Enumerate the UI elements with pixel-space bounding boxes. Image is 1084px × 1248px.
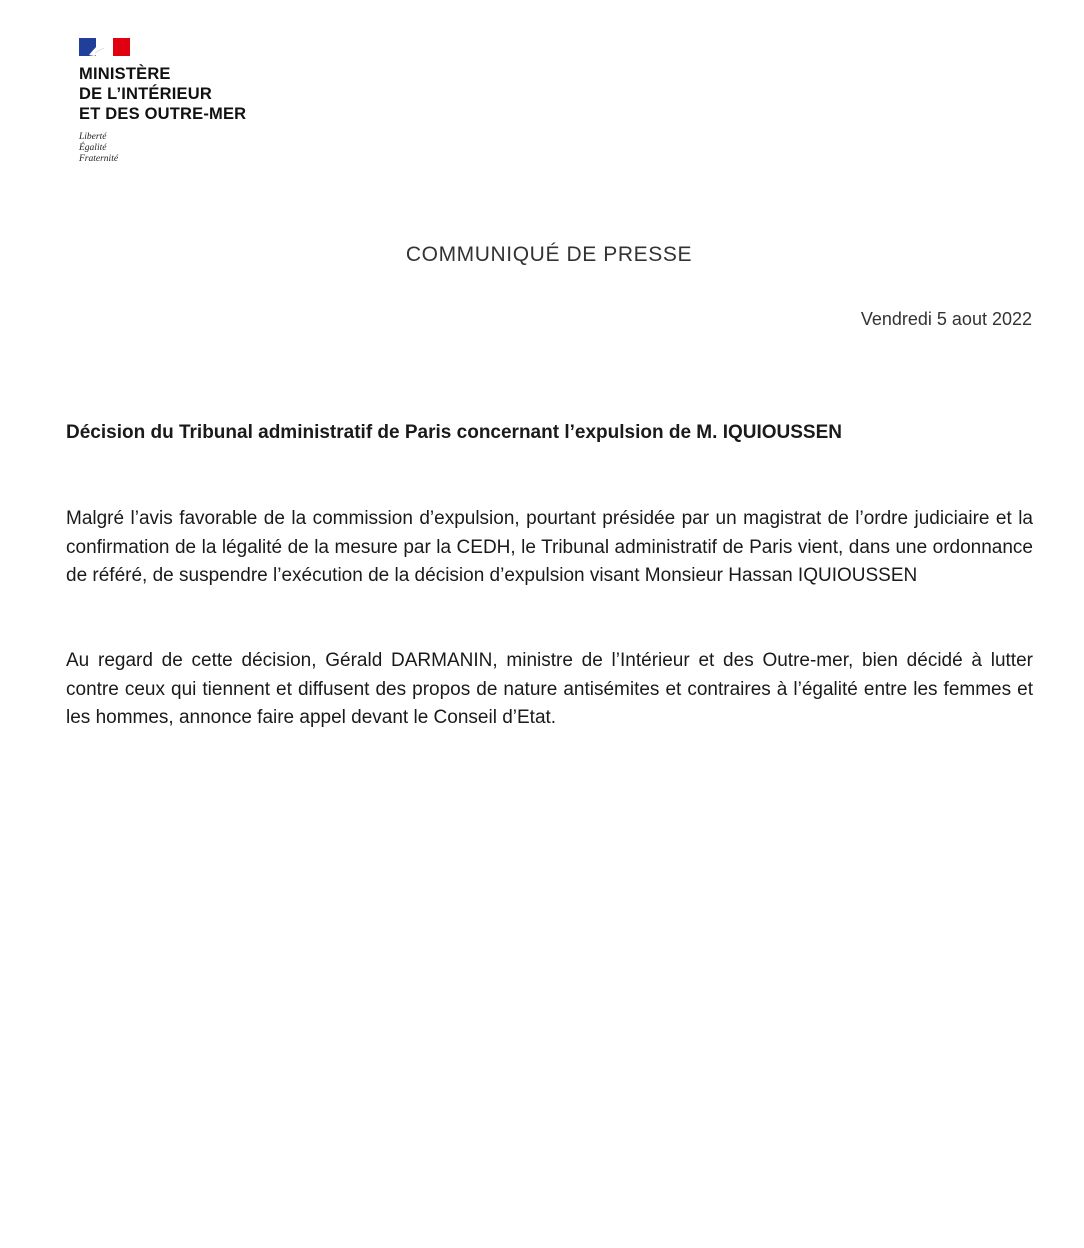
ministry-line: MINISTÈRE <box>79 65 171 83</box>
marianne-flag-icon <box>79 38 130 56</box>
ministry-logo <box>79 38 246 165</box>
motto-line: Égalité <box>79 143 107 153</box>
document-date: Vendredi 5 aout 2022 <box>860 309 1032 329</box>
document-heading: Décision du Tribunal administratif de Paris concernant l’expulsion de M. IQUIOUSSEN <box>66 422 842 443</box>
motto-line: Fraternité <box>79 154 119 164</box>
motto-line: Liberté <box>79 132 107 142</box>
body-paragraph: Malgré l’avis favorable de la commission d’expulsion, pourtant présidée par un magistrat de l’ordre judiciaire et la confirmation de la légalité de la mesure par la CEDH, le Tribunal administratif de Paris vient, dans une ordonnance de référé, de suspendre l’exécution de la décision d’expulsion visant Monsieur Hassan IQUIOUSSEN <box>66 508 1033 586</box>
ministry-line: ET DES OUTRE-MER <box>79 105 247 123</box>
ministry-line: DE L’INTÉRIEUR <box>79 85 212 103</box>
republic-motto <box>79 132 246 165</box>
ministry-name <box>79 64 246 124</box>
body-paragraph: Au regard de cette décision, Gérald DARMANIN, ministre de l’Intérieur et des Outre-mer, bien décidé à lutter contre ceux qui tiennent et diffusent des propos de nature antisémites et contraires à l’égalité entre les femmes et les hommes, annonce faire appel devant le Conseil d’Etat. <box>66 650 1033 728</box>
document-type: COMMUNIQUÉ DE PRESSE <box>405 243 693 266</box>
